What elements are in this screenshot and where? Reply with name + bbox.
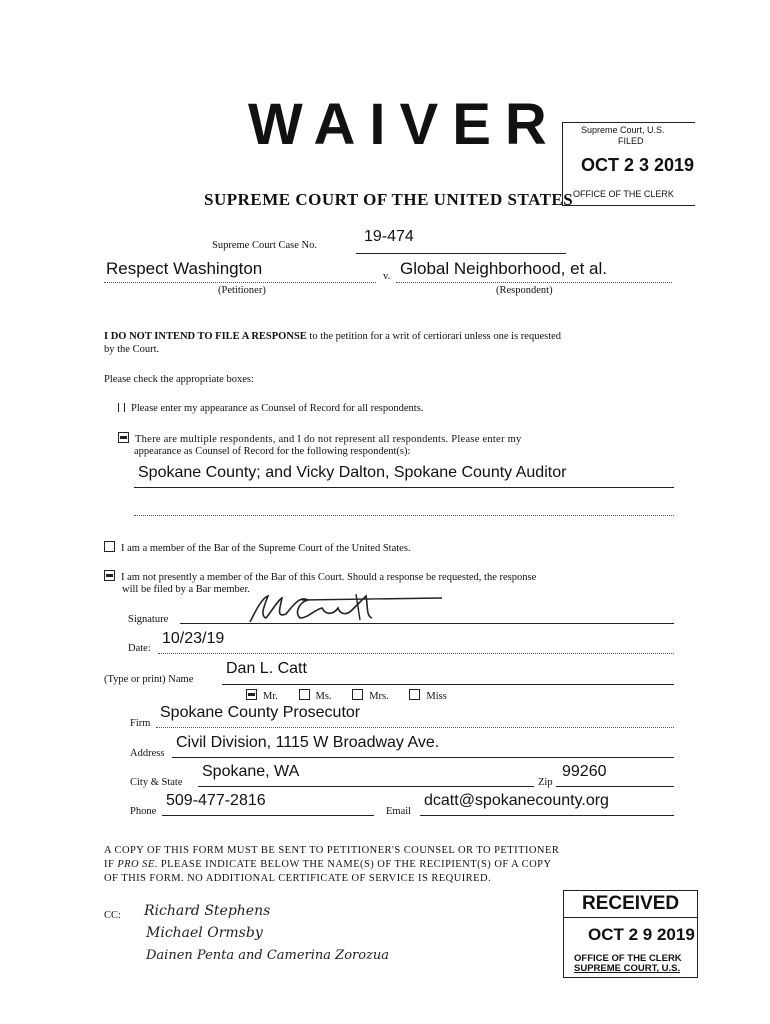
- email-value: dcatt@spokanecounty.org: [424, 792, 609, 809]
- mrs-checkbox[interactable]: [352, 689, 363, 700]
- city-value: Spokane, WA: [202, 763, 300, 780]
- respondent-caption: (Respondent): [496, 285, 553, 296]
- multiple-respondents-line1: There are multiple respondents, and I do not represent all respondents. Please enter my: [135, 434, 522, 445]
- email-label: Email: [386, 806, 412, 817]
- bar-member-checkbox[interactable]: [104, 541, 115, 552]
- cc-label: CC:: [104, 910, 121, 921]
- multiple-respondents-line2: appearance as Counsel of Record for the following respondent(s):: [134, 446, 411, 457]
- filed-stamp-filed: FILED: [618, 136, 644, 146]
- bar-member-label: I am a member of the Bar of the Supreme Court of the United States.: [121, 543, 411, 554]
- court-heading: SUPREME COURT OF THE UNITED STATES: [204, 190, 574, 209]
- option-bar-member: [104, 541, 411, 554]
- firm-label: Firm: [130, 718, 151, 729]
- bar-not-member-checkbox[interactable]: [104, 570, 115, 581]
- miss-checkbox[interactable]: [409, 689, 420, 700]
- option-multiple-respondents: [118, 432, 676, 445]
- ms-checkbox[interactable]: [299, 689, 310, 700]
- all-respondents-label: Please enter my appearance as Counsel of Record for all respondents.: [131, 403, 424, 414]
- bar-not-member-line2: will be filed by a Bar member.: [122, 584, 251, 595]
- case-label: Supreme Court Case No.: [212, 240, 317, 251]
- respondents-value: Spokane County; and Vicky Dalton, Spokane County Auditor: [138, 464, 567, 481]
- petitioner-name: Respect Washington: [106, 259, 263, 278]
- multiple-respondents-checkbox[interactable]: [118, 432, 129, 443]
- name-label: (Type or print) Name: [104, 674, 194, 685]
- firm-value: Spokane County Prosecutor: [160, 704, 361, 721]
- all-respondents-checkbox[interactable]: [118, 403, 125, 412]
- miss-label: Miss: [426, 691, 447, 702]
- received-date: OCT 2 9 2019: [588, 925, 695, 944]
- filed-stamp-date: OCT 2 3 2019: [581, 155, 695, 175]
- zip-value: 99260: [562, 763, 607, 780]
- mr-checkbox[interactable]: [246, 689, 257, 700]
- received-title: RECEIVED: [582, 893, 680, 914]
- city-label: City & State: [130, 777, 183, 788]
- option-bar-not-member: [104, 570, 680, 583]
- mr-label: Mr.: [263, 691, 278, 702]
- received-office1: OFFICE OF THE CLERK: [574, 953, 682, 964]
- address-label: Address: [130, 748, 165, 759]
- cc-recipient-3: Dainen Penta and Camerina Zorozua: [146, 948, 390, 963]
- filed-stamp-court: Supreme Court, U.S.: [581, 125, 665, 135]
- name-value: Dan L. Catt: [226, 660, 307, 677]
- copy-notice-line3: OF THIS FORM. NO ADDITIONAL CERTIFICATE OF SERVICE IS REQUIRED.: [104, 873, 492, 884]
- option-all-respondents: [118, 403, 423, 414]
- signature-label: Signature: [128, 614, 169, 625]
- bar-not-member-line1: I am not presently a member of the Bar of this Court. Should a response be requested, the response: [121, 572, 537, 583]
- address-value: Civil Division, 1115 W Broadway Ave.: [176, 734, 440, 751]
- received-office2: SUPREME COURT, U.S.: [574, 963, 681, 974]
- mrs-label: Mrs.: [369, 691, 389, 702]
- zip-label: Zip: [538, 777, 553, 788]
- respondent-name: Global Neighborhood, et al.: [400, 259, 607, 278]
- check-prompt: Please check the appropriate boxes:: [104, 374, 254, 385]
- cc-recipient-2: Michael Ormsby: [146, 925, 263, 941]
- cc-recipient-1: Richard Stephens: [144, 903, 271, 919]
- date-label: Date:: [128, 643, 151, 654]
- received-stamp: [563, 890, 698, 978]
- phone-value: 509-477-2816: [166, 792, 266, 809]
- case-number: 19-474: [364, 228, 414, 245]
- copy-notice-line1: A COPY OF THIS FORM MUST BE SENT TO PETITIONER'S COUNSEL OR TO PETITIONER: [104, 845, 560, 856]
- signature-image: [242, 588, 452, 632]
- versus: v.: [383, 271, 391, 282]
- petitioner-caption: (Petitioner): [218, 285, 266, 296]
- filed-stamp-office: OFFICE OF THE CLERK: [573, 189, 674, 199]
- copy-notice-indicate: . PLEASE INDICATE BELOW THE NAME(S) OF THE RECIPIENT(S) OF A COPY: [154, 859, 552, 870]
- document-title: WAIVER: [248, 92, 561, 157]
- phone-label: Phone: [130, 806, 157, 817]
- filed-stamp: [562, 122, 695, 206]
- copy-notice-pro-se: PRO SE: [117, 859, 155, 870]
- ms-label: Ms.: [315, 691, 332, 702]
- copy-notice-if: IF: [104, 859, 118, 870]
- salutation-options: [246, 689, 447, 702]
- intent-bold: I DO NOT INTEND TO FILE A RESPONSE: [104, 331, 307, 342]
- intent-line2: by the Court.: [104, 344, 160, 355]
- intent-statement: [104, 331, 680, 342]
- copy-notice-line2: [104, 859, 551, 870]
- date-value: 10/23/19: [162, 630, 225, 647]
- intent-rest: to the petition for a writ of certiorari unless one is requested: [306, 331, 562, 342]
